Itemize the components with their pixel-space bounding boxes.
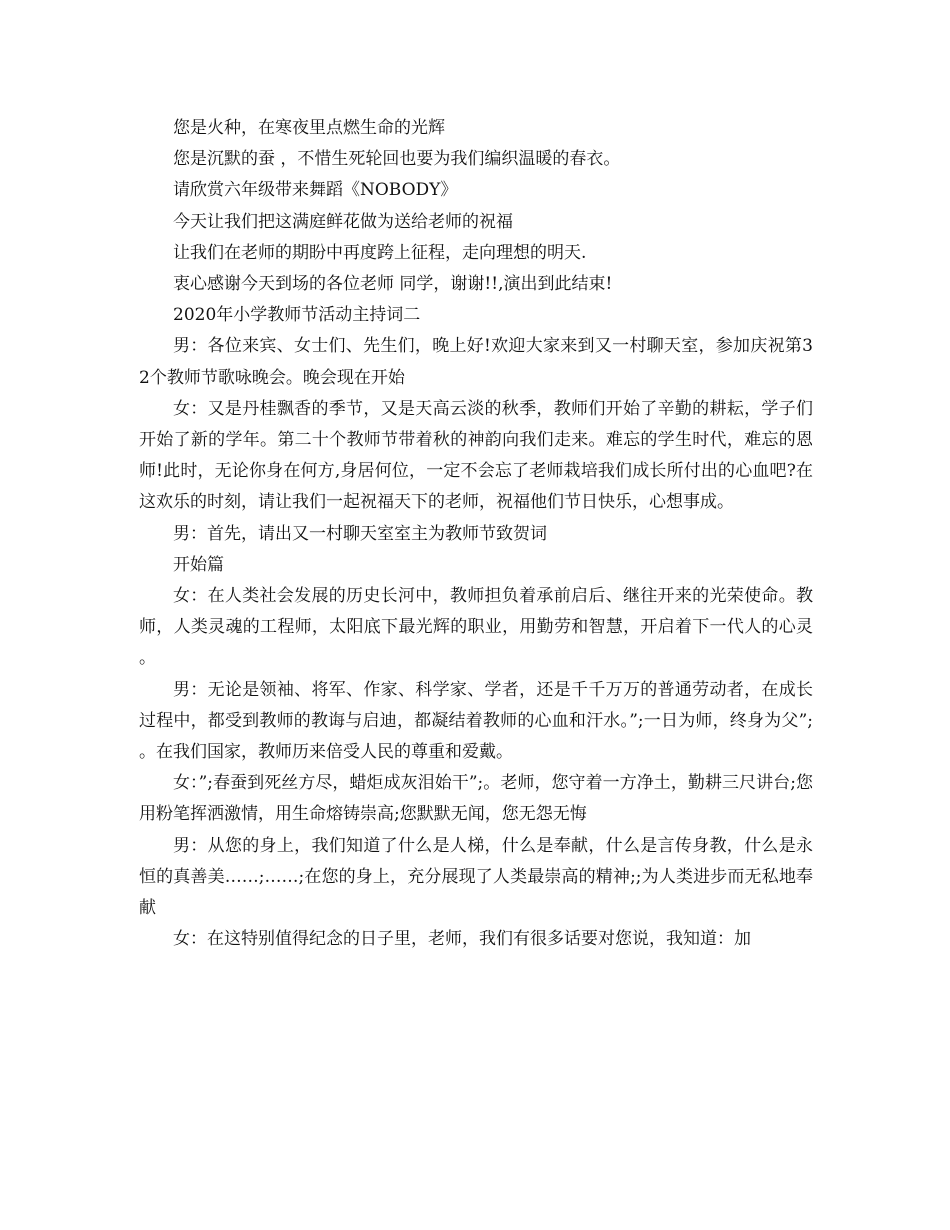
paragraph: 请欣赏六年级带来舞蹈《NOBODY》 (173, 180, 458, 201)
paragraph: 让我们在老师的期盼中再度跨上征程，走向理想的明天. (173, 242, 587, 263)
paragraph: 男：无论是领袖、将军、作家、科学家、学者，还是千千万万的普通劳动者，在成长过程中，都受到教师的教诲与启迪，都凝结着教师的心血和汗水。”;一日为师，终身为父”;。在我们国家，教师历来倍受人民的尊重和爱戴。 (139, 679, 813, 763)
paragraph: 男：各位来宾、女士们、先生们，晚上好!欢迎大家来到又一村聊天室，参加庆祝第32个教师节歌咏晚会。晚会现在开始 (139, 336, 813, 388)
paragraph: 今天让我们把这满庭鲜花做为送给老师的祝福 (173, 211, 513, 232)
document-body (139, 113, 813, 955)
paragraph: 女：在人类社会发展的历史长河中，教师担负着承前启后、继往开来的光荣使命。教师，人类灵魂的工程师，太阳底下最光辉的职业，用勤劳和智慧，开启着下一代人的心灵。 (139, 586, 813, 669)
section-heading: 开始篇 (173, 554, 224, 575)
paragraph: 男：首先，请出又一村聊天室室主为教师节致贺词 (173, 523, 547, 544)
paragraph: 您是沉默的蚕 ，不惜生死轮回也要为我们编织温暖的春衣。 (173, 149, 621, 170)
section-heading: 2020年小学教师节活动主持词二 (173, 305, 421, 326)
paragraph: 您是火种，在寒夜里点燃生命的光辉 (173, 118, 445, 138)
paragraph: 女：”;春蚕到死丝方尽，蜡炬成灰泪始干”;。老师，您守着一方净土，勤耕三尺讲台;您用粉笔挥洒激情，用生命熔铸崇高;您默默无闻，您无怨无悔 (139, 773, 813, 825)
paragraph: 女：又是丹桂飘香的季节，又是天高云淡的秋季，教师们开始了辛勤的耕耘，学子们开始了新的学年。第二十个教师节带着秋的神韵向我们走来。难忘的学生时代，难忘的恩师!此时，无论你身在何方,身居何位，一定不会忘了老师栽培我们成长所付出的心血吧?在这欢乐的时刻，请让我们一起祝福天下的老师，祝福他们节日快乐，心想事成。 (139, 398, 813, 513)
paragraph: 衷心感谢今天到场的各位老师 同学，谢谢!!,演出到此结束! (173, 274, 613, 295)
paragraph: 女：在这特别值得纪念的日子里，老师，我们有很多话要对您说，我知道：加 (173, 929, 751, 950)
paragraph: 男：从您的身上，我们知道了什么是人梯，什么是奉献，什么是言传身教，什么是永恒的真善美……;……;在您的身上，充分展现了人类最崇高的精神;;为人类进步而无私地奉献 (139, 835, 813, 919)
